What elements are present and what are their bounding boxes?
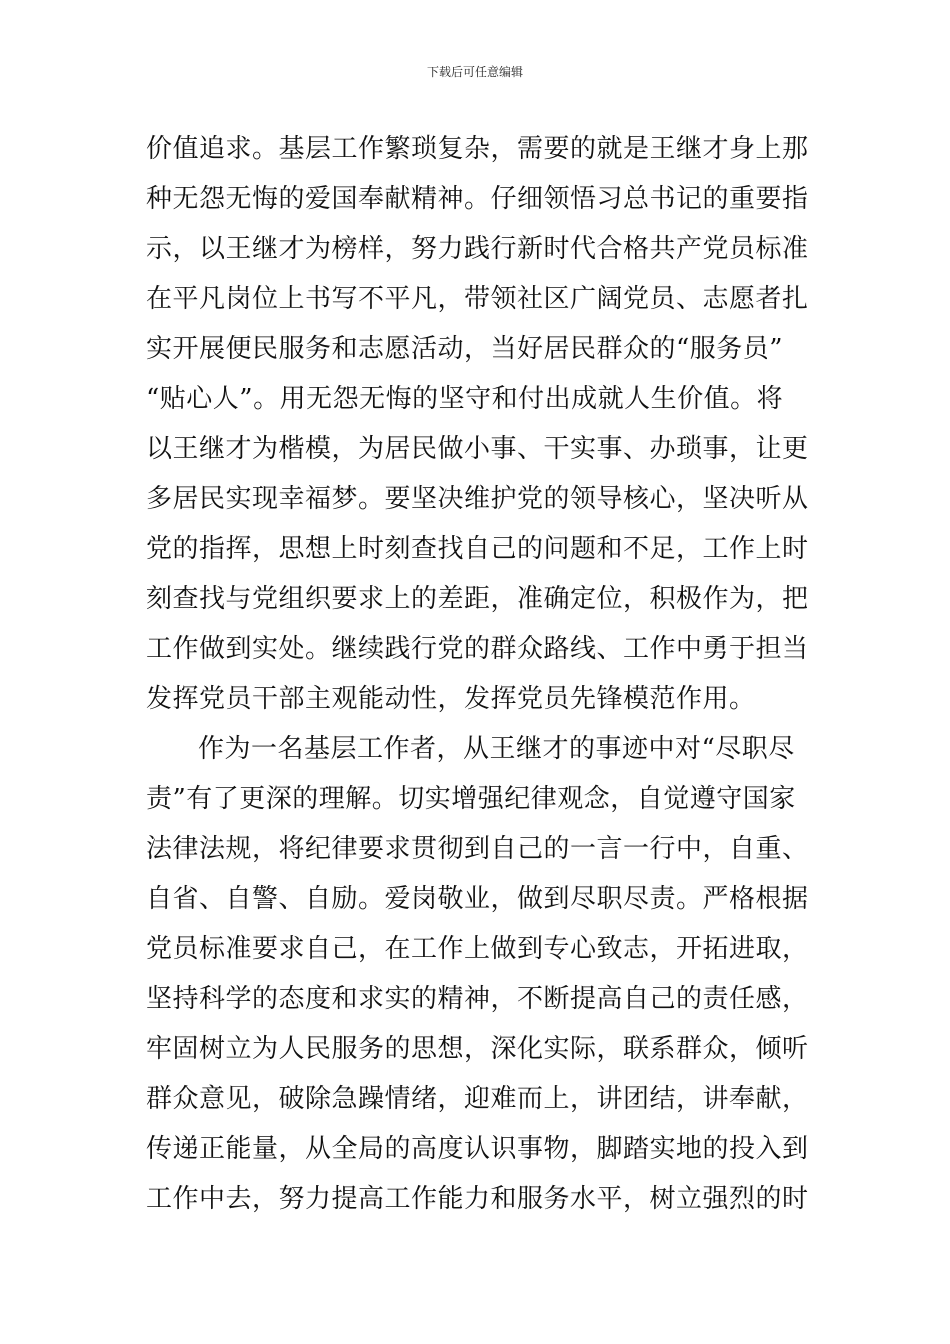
text-line: 工作做到实处。继续践行党的群众路线、工作中勇于担当: [146, 634, 809, 664]
text-line: 群众意见，破除急躁情绪，迎难而上，讲团结，讲奉献，: [146, 1084, 809, 1114]
text-line: 价值追求。基层工作繁琐复杂，需要的就是王继才身上那: [146, 134, 809, 164]
text-line: 以王继才为楷模，为居民做小事、干实事、办琐事，让更: [146, 434, 809, 464]
text-line: 刻查找与党组织要求上的差距，准确定位，积极作为，把: [146, 584, 809, 614]
text-line: 工作中去，努力提高工作能力和服务水平，树立强烈的时: [146, 1184, 809, 1214]
text-line: 法律法规，将纪律要求贯彻到自己的一言一行中，自重、: [146, 834, 809, 864]
text-line: 传递正能量，从全局的高度认识事物，脚踏实地的投入到: [146, 1134, 809, 1164]
text-line: 实开展便民服务和志愿活动，当好居民群众的“服务员”: [146, 334, 784, 364]
text-line: “贴心人”。用无怨无悔的坚守和付出成就人生价值。将: [146, 384, 784, 414]
text-line: 在平凡岗位上书写不平凡，带领社区广阔党员、志愿者扎: [146, 284, 809, 314]
document-body: [146, 124, 810, 1224]
text-line: 多居民实现幸福梦。要坚决维护党的领导核心，坚决听从: [146, 484, 809, 514]
text-line: 牢固树立为人民服务的思想，深化实际，联系群众，倾听: [146, 1034, 809, 1064]
text-line: 自省、自警、自励。爱岗敬业，做到尽职尽责。严格根据: [146, 884, 809, 914]
text-line: 种无怨无悔的爱国奉献精神。仔细领悟习总书记的重要指: [146, 184, 809, 214]
text-line: 坚持科学的态度和求实的精神，不断提高自己的责任感，: [146, 984, 809, 1014]
text-line-indented: 作为一名基层工作者，从王继才的事迹中对“尽职尽: [198, 734, 795, 764]
text-line: 发挥党员干部主观能动性，发挥党员先锋模范作用。: [146, 684, 756, 714]
text-line: 党员标准要求自己，在工作上做到专心致志，开拓进取，: [146, 934, 809, 964]
paragraph-1: [146, 124, 810, 724]
text-line: 责”有了更深的理解。切实增强纪律观念，自觉遵守国家: [146, 784, 796, 814]
page-header: 下载后可任意编辑: [426, 65, 523, 79]
paragraph-2: [146, 724, 810, 1224]
text-line: 党的指挥，思想上时刻查找自己的问题和不足，工作上时: [146, 534, 809, 564]
text-line: 示，以王继才为榜样，努力践行新时代合格共产党员标准: [146, 234, 809, 264]
